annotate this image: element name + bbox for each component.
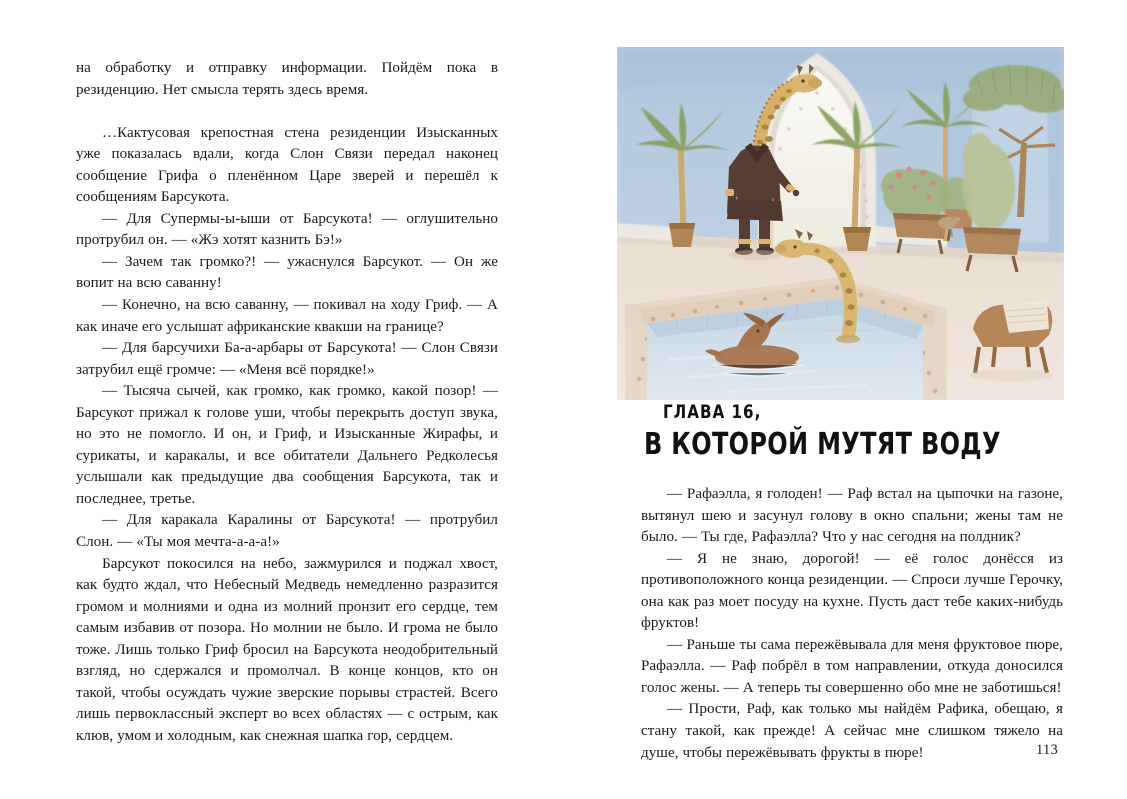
chapter-title: В КОТОРОЙ МУТЯТ ВОДУ bbox=[644, 426, 1001, 462]
paragraph: — Зачем так громко?! — ужаснулся Барсукот. — Он же вопит на всю саванну! bbox=[76, 253, 498, 292]
chapter-heading bbox=[641, 404, 1071, 460]
paragraph: — Для каракала Каралины от Барсукота! — протрубил Слон. — «Ты моя мечта-а-а-а!» bbox=[76, 512, 498, 550]
left-text-column bbox=[76, 58, 498, 747]
paragraph: — Конечно, на всю саванну, — покивал на ходу Гриф. — А как иначе его услышат африканские квакши на границе? bbox=[76, 296, 498, 335]
paragraph: — Для Супермы-ы-ыши от Барсукота! — оглушительно протрубил он. — «Жэ хотят казнить Бэ!» bbox=[76, 210, 498, 249]
paragraph: — Рафаэлла, я голоден! — Раф встал на цыпочки на газоне, вытянул шею и засунул голову в окно спальни; жены там не было. — Ты где, Рафаэлла? Что у нас сегодня на полдник? bbox=[641, 486, 1063, 546]
paragraph: — Тысяча сычей, как громко, как громко, какой позор! — Барсукот прижал к голове уши, чтобы перекрыть доступ звука, но это не помогло. И он, и Гриф, и Изысканные Жирафы, и сурикаты, и каракалы, и все обитатели Дальнего Редколесья услышали как предыдущие два сообщения Барсукота, так и последнее, третье. bbox=[76, 383, 498, 507]
paragraph: на обработку и отправку информации. Пойдём пока в резиденцию. Нет смысла терять здесь время. bbox=[76, 60, 498, 98]
paragraph: — Для барсучихи Ба-а-арбары от Барсукота! — Слон Связи затрубил ещё громче: — «Меня всё порядке!» bbox=[76, 340, 498, 378]
chapter-illustration bbox=[617, 47, 1064, 400]
paragraph: …Кактусовая крепостная стена резиденции Изысканных уже показалась вдали, когда Слон Связи передал наконец сообщение Грифа о пленённом Царе зверей и перешёл к сообщениям Барсукота. bbox=[76, 124, 498, 206]
right-text-column bbox=[641, 484, 1063, 764]
paragraph: Барсукот покосился на небо, зажмурился и поджал хвост, как будто ждал, что Небесный Медведь немедленно разразится громом и молниями и одна из молний пронзит его сердце, тем самым избавив от позора. Но молнии не было. И грома не было тоже. Лишь только Гриф бросил на Барсукота неодобрительный взгляд, но сдержался и промолчал. В конце концов, кто он такой, чтобы осуждать чужие зверские порывы страстей. Всего лишь первоклассный эксперт во всех областях — с острым, как клюв, умом и холодным, как снежная шапка гор, сердцем. bbox=[76, 555, 498, 744]
paragraph: — Раньше ты сама пережёвывала для меня фруктовое пюре, Рафаэлла. — Раф побрёл в том направлении, откуда доносился голос жены. — А теперь ты совершенно обо мне не заботишься! bbox=[641, 636, 1063, 696]
page-number: 113 bbox=[1036, 742, 1059, 758]
illustration-artwork bbox=[617, 47, 1064, 400]
paragraph: — Прости, Раф, как только мы найдём Рафика, обещаю, я стану такой, как прежде! А сейчас мне слишком тяжело на душе, чтобы пережёвывать фрукты в пюре! bbox=[641, 701, 1063, 761]
chapter-number-label: ГЛАВА 16, bbox=[663, 402, 762, 423]
paragraph: — Я не знаю, дорогой! — её голос донёсся из противоположного конца резиденции. — Спроси лучше Герочку, она как раз моет посуду на кухне. Пусть даст тебе каких-нибудь фруктов! bbox=[641, 550, 1063, 632]
